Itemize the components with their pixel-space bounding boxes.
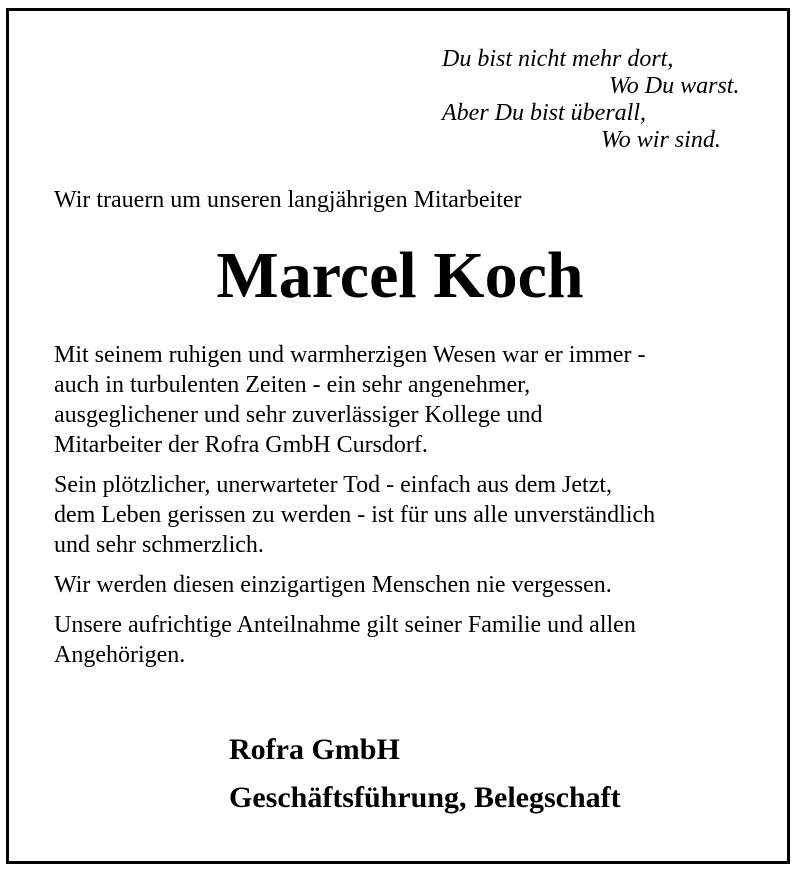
- signature-block: [229, 726, 621, 822]
- text-line: auch in turbulenten Zeiten - ein sehr angenehmer,: [54, 372, 531, 398]
- paragraph: [54, 470, 774, 560]
- text-line: Wir werden diesen einzigartigen Menschen nie vergessen.: [54, 572, 612, 598]
- text-line: Angehörigen.: [54, 642, 186, 668]
- text-line: Unsere aufrichtige Anteilnahme gilt seiner Familie und allen: [54, 612, 636, 638]
- text-line: dem Leben gerissen zu werden - ist für uns alle unverständlich: [54, 502, 656, 528]
- text-line: Mitarbeiter der Rofra GmbH Cursdorf.: [54, 432, 428, 458]
- signature-group: Geschäftsführung, Belegschaft: [229, 781, 621, 814]
- poem-line: Wo wir sind.: [601, 127, 721, 153]
- company-name: Rofra GmbH: [229, 733, 400, 766]
- intro-text: Wir trauern um unseren langjährigen Mitarbeiter: [54, 187, 522, 213]
- text-line: Sein plötzlicher, unerwarteter Tod - einfach aus dem Jetzt,: [54, 472, 613, 498]
- poem-line: Wo Du warst.: [609, 73, 740, 99]
- tribute-text: [54, 340, 774, 680]
- poem-line: Aber Du bist überall,: [442, 100, 646, 126]
- paragraph: [54, 610, 774, 670]
- text-line: ausgeglichener und sehr zuverlässiger Kollege und: [54, 402, 543, 428]
- paragraph: [54, 340, 774, 460]
- text-line: Mit seinem ruhigen und warmherzigen Wesen war er immer -: [54, 342, 646, 368]
- deceased-name: Marcel Koch: [216, 239, 584, 312]
- text-line: und sehr schmerzlich.: [54, 532, 264, 558]
- poem-line: Du bist nicht mehr dort,: [442, 46, 674, 72]
- memorial-poem: [442, 46, 762, 154]
- paragraph: [54, 570, 774, 600]
